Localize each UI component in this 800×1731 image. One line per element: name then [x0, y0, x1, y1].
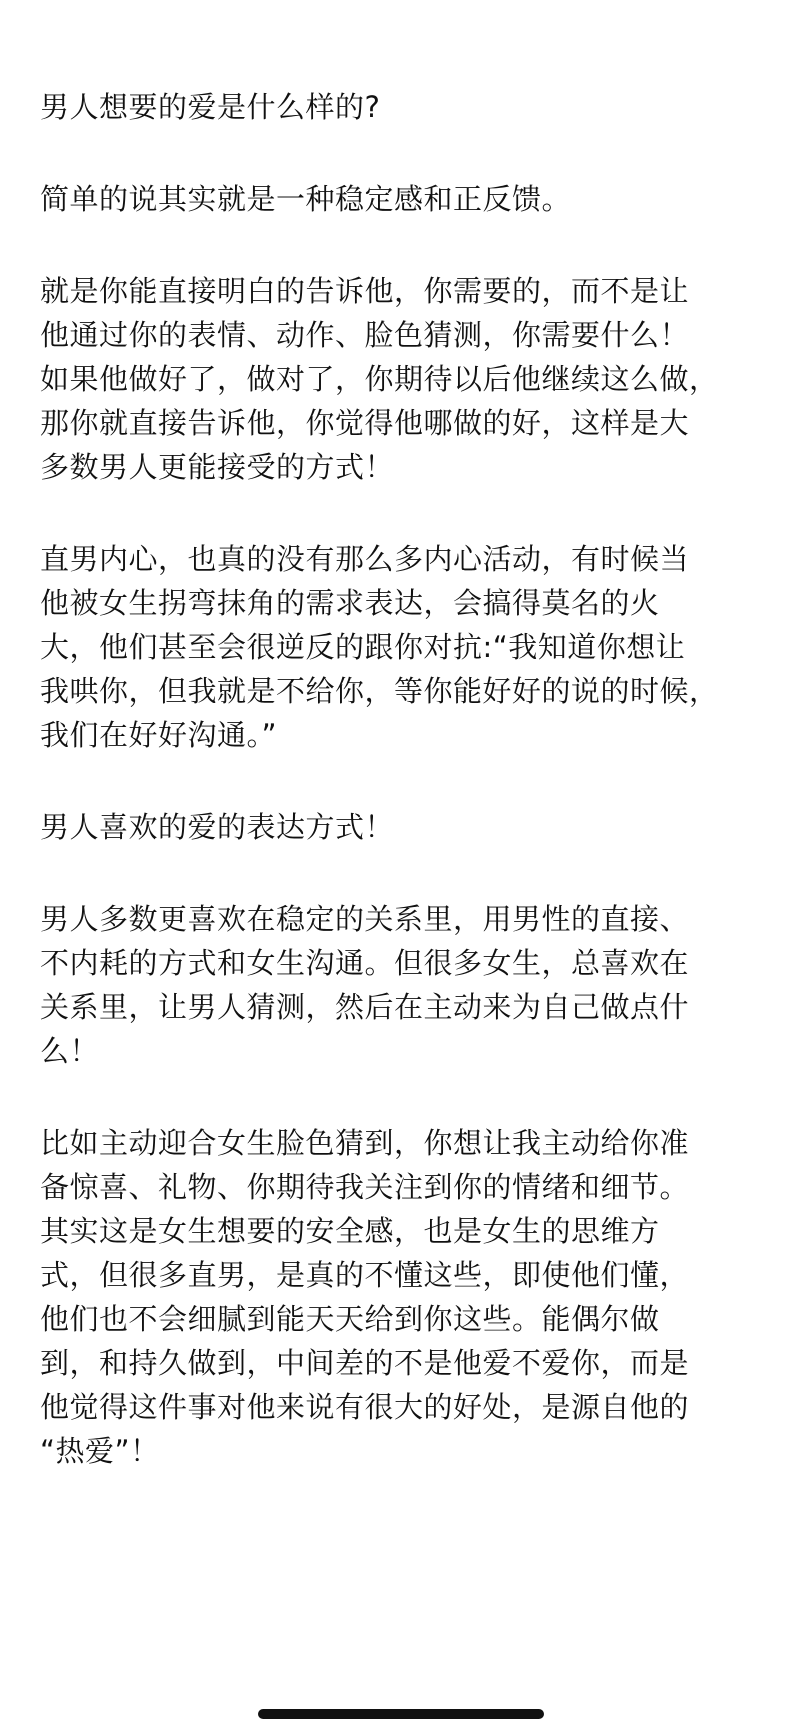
- article-heading: 男人想要的爱是什么样的?: [40, 90, 381, 124]
- article-paragraph: 简单的说其实就是一种稳定感和正反馈。: [40, 182, 572, 216]
- article-subheading: 男人喜欢的爱的表达方式！: [40, 810, 395, 844]
- article-body: [40, 85, 770, 1521]
- article-paragraph: 男人多数更喜欢在稳定的关系里，用男性的直接、 不内耗的方式和女生沟通。但很多女生，总喜欢在 关系里，让男人猜测，然后在主动来为自己做点什 么！: [40, 902, 690, 1068]
- article-paragraph: 比如主动迎合女生脸色猜到，你想让我主动给你准 备惊喜、礼物、你期待我关注到你的情绪和细节。 其实这是女生想要的安全感，也是女生的思维方 式，但很多直男，是真的不懂这些，即使他们懂， 他们也不会细腻到能天天给到你这些。能偶尔做 到，和持久做到，中间差的不是他爱不爱你，而是 他觉得这件事对他来说有很大的好处，是源自他的 “热爱”！: [40, 1126, 690, 1468]
- home-indicator[interactable]: [258, 1709, 544, 1719]
- article-paragraph: 就是你能直接明白的告诉他，你需要的，而不是让 他通过你的表情、动作、脸色猜测，你需要什么！ 如果他做好了，做对了，你期待以后他继续这么做， 那你就直接告诉他，你觉得他哪做的好，这样是大 多数男人更能接受的方式！: [40, 274, 719, 484]
- article-paragraph: 直男内心，也真的没有那么多内心活动，有时候当 他被女生拐弯抹角的需求表达，会搞得莫名的火 大，他们甚至会很逆反的跟你对抗:“我知道你想让 我哄你，但我就是不给你，等你能好好的说的时候， 我们在好好沟通。”: [40, 542, 719, 752]
